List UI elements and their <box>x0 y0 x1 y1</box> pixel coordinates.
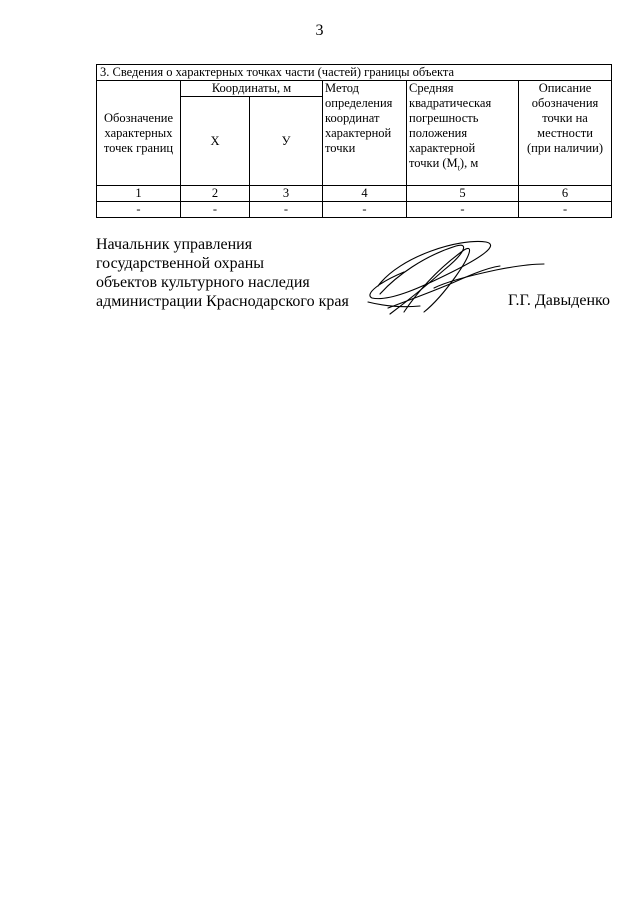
column-number: 2 <box>181 186 250 202</box>
header-description: Описание обозначения точки на местности (при наличии) <box>519 81 612 186</box>
section-title: 3. Сведения о характерных точках части (частей) границы объекта <box>97 65 612 81</box>
header-coordinates: Координаты, м <box>181 81 323 97</box>
page-number: 3 <box>315 22 324 39</box>
signatory-line: Начальник управления <box>96 236 253 253</box>
column-number: 4 <box>323 186 407 202</box>
table-cell: - <box>407 202 519 218</box>
header-x: Х <box>181 97 250 186</box>
table-cell: - <box>519 202 612 218</box>
table-cell: - <box>97 202 181 218</box>
column-number: 1 <box>97 186 181 202</box>
table-cell: - <box>181 202 250 218</box>
table-cell: - <box>323 202 407 218</box>
table-row <box>97 202 612 218</box>
header-method: Метод определения координат характерной точки <box>323 81 407 186</box>
column-number: 3 <box>250 186 323 202</box>
column-number: 5 <box>407 186 519 202</box>
column-number-row <box>97 186 612 202</box>
column-number: 6 <box>519 186 612 202</box>
signatory-position <box>96 235 349 311</box>
signatory-line: объектов культурного наследия <box>96 274 310 291</box>
header-point-designation: Обозначение характерных точек границ <box>97 81 181 186</box>
header-y: У <box>250 97 323 186</box>
characteristic-points-table <box>96 64 612 218</box>
header-mean-square-error: Средняя квадратическая погрешность положения характерной точки $(M_t)$, м <box>407 81 519 186</box>
signatory-line: государственной охраны <box>96 255 265 272</box>
signatory-line: администрации Краснодарского края <box>96 293 349 310</box>
signer-name: Г.Г. Давыденко <box>508 292 610 309</box>
table-cell: - <box>250 202 323 218</box>
